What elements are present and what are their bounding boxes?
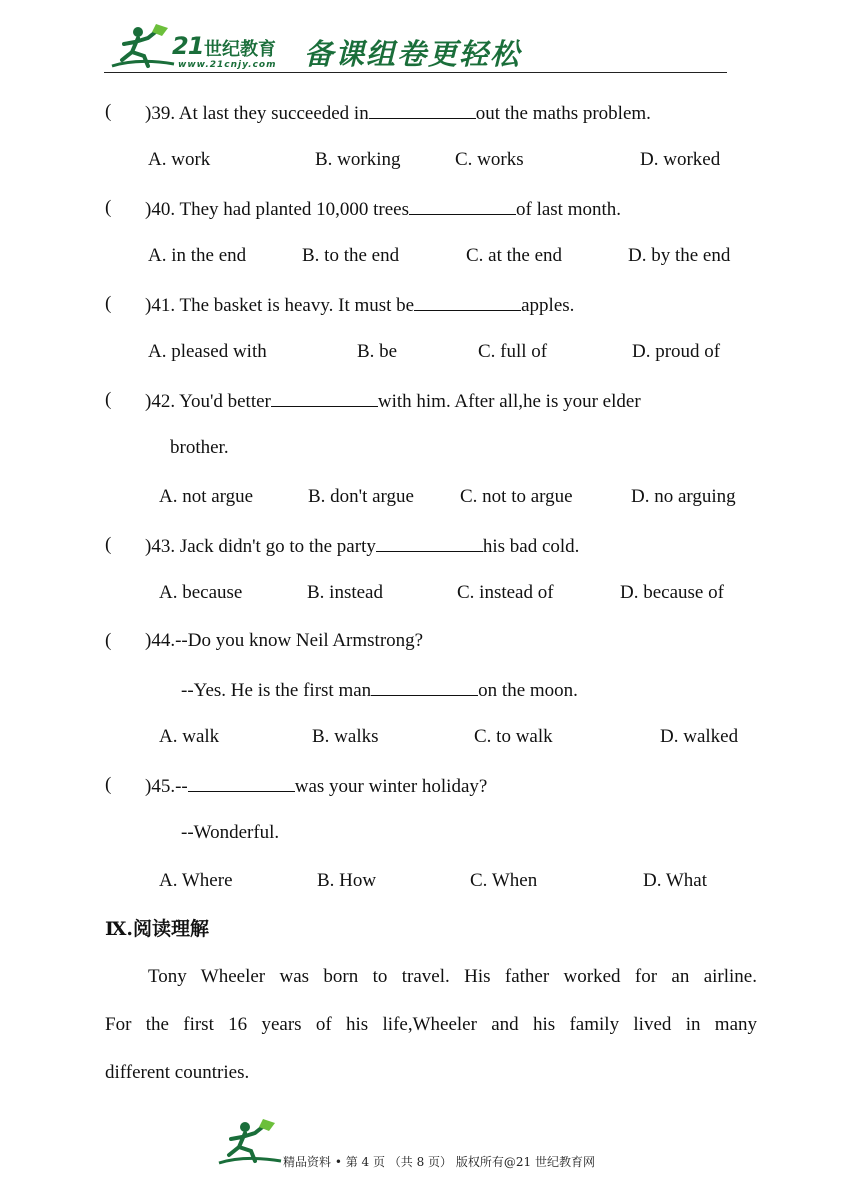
question-stem bbox=[145, 292, 574, 318]
option-c: C. to walk bbox=[474, 726, 553, 747]
question-stem bbox=[145, 773, 487, 799]
reading-passage bbox=[105, 965, 757, 1085]
option-c: C. instead of bbox=[457, 582, 554, 603]
option-b: B. don't argue bbox=[308, 486, 414, 507]
stem-text: of last month. bbox=[516, 199, 622, 220]
stem-text: was your winter holiday? bbox=[294, 776, 488, 797]
answer-blank bbox=[376, 533, 483, 552]
option-c: C. full of bbox=[478, 341, 548, 362]
option-c: C. When bbox=[470, 870, 538, 891]
header-rule bbox=[104, 72, 727, 73]
option-d: D. no arguing bbox=[631, 486, 736, 507]
option-a: A. walk bbox=[159, 726, 220, 747]
answer-blank bbox=[369, 100, 476, 119]
runner-logo-icon bbox=[215, 1115, 285, 1167]
question-stem bbox=[145, 100, 651, 126]
passage-line: different countries. bbox=[105, 1062, 250, 1083]
question-stem: )44.--Do you know Neil Armstrong? bbox=[145, 630, 424, 651]
page-footer bbox=[0, 1115, 861, 1175]
option-a: A. work bbox=[148, 149, 211, 170]
option-b: B. to the end bbox=[302, 245, 400, 266]
answer-blank bbox=[371, 677, 478, 696]
option-b: B. How bbox=[317, 870, 377, 891]
runner-logo-icon bbox=[108, 22, 178, 72]
stem-text: )40. They had planted 10,000 trees bbox=[145, 199, 409, 220]
passage-line: For the first 16 years of his life,Wheeler and his family lived in many bbox=[105, 1014, 757, 1035]
passage-line: Tony Wheeler was born to travel. His father worked for an airline. bbox=[148, 966, 757, 987]
stem-text: apples. bbox=[521, 295, 575, 316]
stem-text: )42. You'd better bbox=[145, 391, 271, 412]
option-a: A. in the end bbox=[148, 245, 247, 266]
stem-text: with him. After all,he is your elder bbox=[377, 391, 641, 412]
footer-text: 精品资料 • 第 4 页 （共 8 页） 版权所有@21 世纪教育网 bbox=[283, 1155, 595, 1169]
stem-text: on the moon. bbox=[478, 680, 578, 701]
stem-text: out the maths problem. bbox=[475, 103, 651, 124]
stem-text: )45.-- bbox=[145, 776, 188, 797]
option-a: A. because bbox=[159, 582, 243, 603]
option-a: A. not argue bbox=[159, 486, 254, 507]
brand-url: www.21cnjy.com bbox=[178, 60, 277, 70]
stem-text: )41. The basket is heavy. It must be bbox=[145, 295, 415, 316]
option-b: B. working bbox=[315, 149, 401, 170]
brand-name: 世纪教育 bbox=[204, 39, 276, 60]
dialogue-answer bbox=[181, 677, 578, 703]
option-d: D. walked bbox=[660, 726, 739, 747]
answer-paren: ( bbox=[105, 197, 112, 218]
stem-text: )43. Jack didn't go to the party bbox=[145, 536, 376, 557]
option-c: C. works bbox=[455, 149, 524, 170]
question-stem bbox=[145, 388, 641, 414]
option-d: D. proud of bbox=[632, 341, 721, 362]
dialogue-answer: --Wonderful. bbox=[181, 822, 280, 843]
answer-paren: ( bbox=[105, 630, 112, 651]
option-a: A. Where bbox=[159, 870, 233, 891]
answer-blank bbox=[409, 196, 516, 215]
stem-text: his bad cold. bbox=[482, 536, 580, 557]
answer-blank bbox=[271, 388, 378, 407]
answer-paren: ( bbox=[105, 774, 112, 795]
stem-text: )39. At last they succeeded in bbox=[145, 103, 369, 124]
option-b: B. walks bbox=[312, 726, 379, 747]
stem-text: --Yes. He is the first man bbox=[181, 680, 372, 701]
option-d: D. by the end bbox=[628, 245, 731, 266]
section-title: Ⅸ.阅读理解 bbox=[105, 918, 210, 940]
option-d: D. What bbox=[643, 870, 708, 891]
option-d: D. because of bbox=[620, 582, 724, 603]
answer-blank bbox=[188, 773, 295, 792]
header-slogan: 备课组卷更轻松 bbox=[304, 37, 522, 71]
option-d: D. worked bbox=[640, 149, 721, 170]
option-c: C. at the end bbox=[466, 245, 563, 266]
answer-blank bbox=[414, 292, 521, 311]
option-c: C. not to argue bbox=[460, 486, 573, 507]
option-a: A. pleased with bbox=[148, 341, 267, 362]
brand-number: 21 bbox=[172, 32, 204, 60]
option-b: B. be bbox=[357, 341, 398, 362]
question-stem bbox=[145, 196, 621, 222]
option-b: B. instead bbox=[307, 582, 383, 603]
question-stem bbox=[145, 533, 579, 559]
answer-paren: ( bbox=[105, 293, 112, 314]
answer-paren: ( bbox=[105, 534, 112, 555]
page-header bbox=[104, 22, 727, 78]
stem-continuation: brother. bbox=[170, 437, 229, 458]
answer-paren: ( bbox=[105, 389, 112, 410]
answer-paren: ( bbox=[105, 101, 112, 122]
